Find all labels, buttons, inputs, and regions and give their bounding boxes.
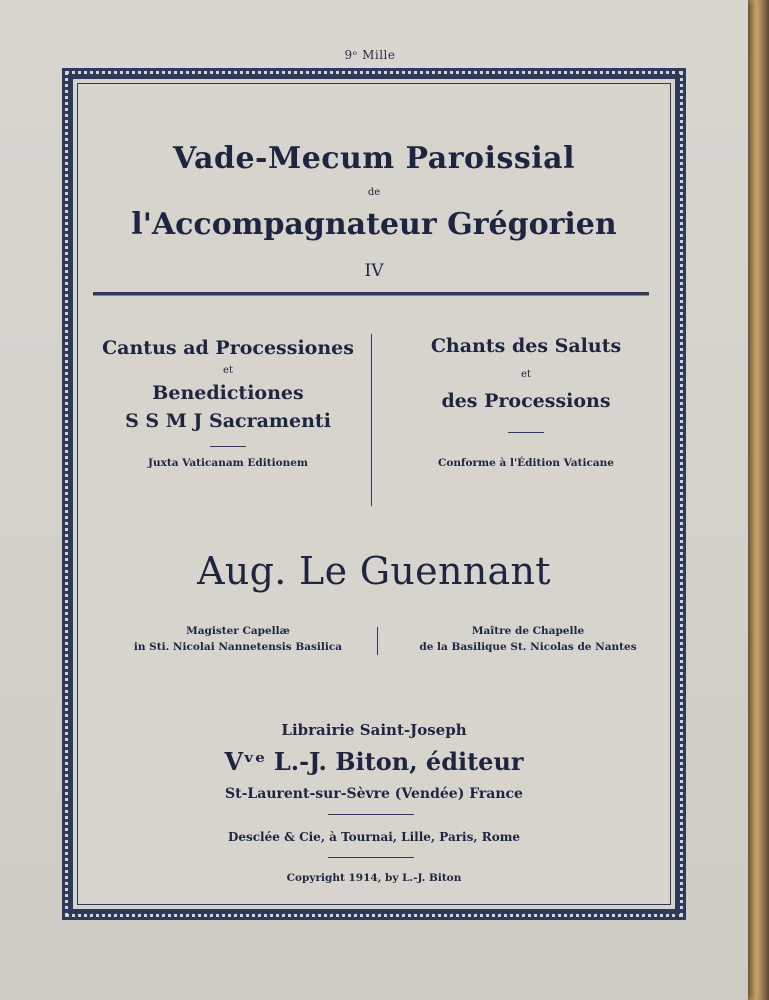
author-column-divider	[377, 627, 378, 655]
title-divider	[93, 292, 649, 296]
publisher-short-rule	[328, 814, 414, 815]
author-latin-line-1: Magister Capellæ	[186, 625, 290, 637]
author-latin-title	[103, 623, 373, 655]
author-french-line-1: Maître de Chapelle	[471, 625, 585, 637]
decorative-border-frame	[62, 68, 686, 920]
latin-short-rule	[210, 446, 246, 447]
author-french-line-2: de la Basilique St. Nicolas de Nantes	[419, 641, 637, 653]
latin-title-line-3: S S M J Sacramenti	[125, 410, 331, 432]
edition-mark: 9ᵉ Mille	[344, 48, 396, 62]
title-connector: de	[367, 187, 381, 198]
author-french-title	[393, 623, 663, 655]
latin-edition-note: Juxta Vaticanam Editionem	[148, 457, 308, 469]
title-line-1: Vade-Mecum Paroissial	[173, 141, 575, 176]
french-title-column	[391, 335, 661, 469]
publisher-line-3: St-Laurent-sur-Sèvre (Vendée) France	[225, 786, 523, 802]
latin-title-line-2: Benedictiones	[152, 382, 304, 404]
french-short-rule	[508, 432, 544, 433]
publisher-line-2: Vᵛᵉ L.-J. Biton, éditeur	[224, 747, 524, 776]
latin-title-column	[93, 337, 363, 469]
french-title-line-1: Chants des Saluts	[430, 335, 622, 357]
french-title-line-2: des Processions	[441, 390, 611, 412]
copyright-short-rule	[328, 857, 414, 858]
author-name: Aug. Le Guennant	[197, 549, 551, 593]
french-title-et: et	[521, 369, 531, 380]
copyright-line: Copyright 1914, by L.-J. Biton	[286, 872, 462, 884]
author-latin-line-2: in Sti. Nicolai Nannetensis Basilica	[133, 641, 343, 653]
french-edition-note: Conforme à l'Édition Vaticane	[438, 457, 614, 469]
title-line-2: l'Accompagnateur Grégorien	[131, 207, 617, 242]
latin-title-line-1: Cantus ad Processiones	[102, 337, 354, 359]
publisher-line-1: Librairie Saint-Joseph	[281, 721, 467, 739]
column-divider	[371, 334, 372, 506]
volume-number: IV	[364, 261, 384, 281]
latin-title-et: et	[223, 365, 233, 376]
publisher-line-4: Desclée & Cie, à Tournai, Lille, Paris, Rome	[227, 830, 521, 844]
